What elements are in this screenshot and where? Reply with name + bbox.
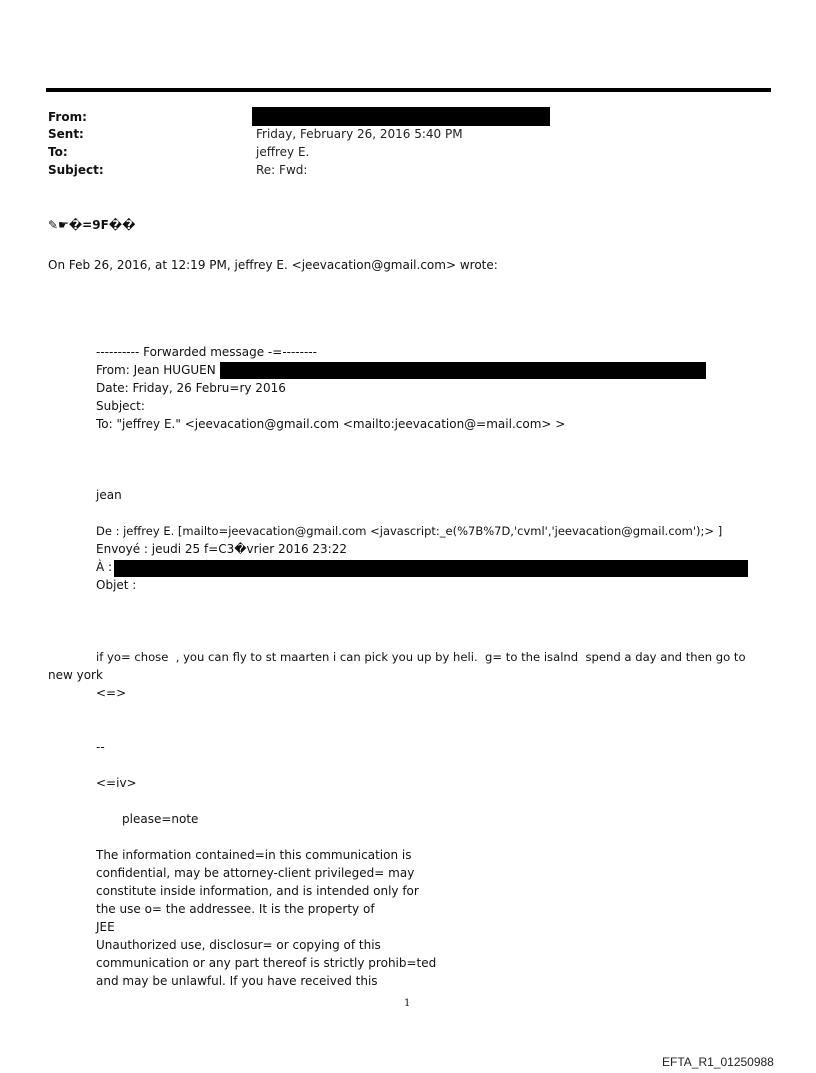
redaction-forwarded-from (220, 362, 706, 379)
forwarded-to: To: "jeffrey E." <jeevacation@gmail.com <mailto:jeevacation@=mail.com> > (96, 417, 566, 431)
forwarded-separator: ---------- Forwarded message -=-------- (96, 345, 317, 359)
subject-label: Subject: (48, 163, 104, 177)
forwarded-from: From: Jean HUGUEN (96, 363, 216, 377)
tag-line-2: <=iv> (96, 776, 137, 790)
sent-label: Sent: (48, 127, 84, 141)
disclaimer-line: Unauthorized use, disclosur= or copying of this (96, 938, 381, 952)
disclaimer-line: JEE (96, 920, 115, 934)
please-note: please=note (122, 812, 199, 826)
disclaimer-line: communication or any part thereof is strictly prohib=ted (96, 956, 437, 970)
disclaimer-line: confidential, may be attorney-client privileged= may (96, 866, 415, 880)
to-label: To: (48, 145, 68, 159)
objet-line: Objet : (96, 578, 137, 592)
redaction-a (114, 560, 748, 577)
subject-value: Re: Fwd: (256, 163, 308, 177)
to-value: jeffrey E. (256, 145, 310, 159)
forwarded-subject: Subject: (96, 399, 145, 413)
disclaimer-line: constitute inside information, and is intended only for (96, 884, 419, 898)
dashes-line: -- (96, 740, 105, 754)
forwarded-date: Date: Friday, 26 Febru=ry 2016 (96, 381, 286, 395)
disclaimer-line: The information contained=in this communication is (96, 848, 412, 862)
signoff-jean: jean (96, 488, 122, 502)
from-label: From: (48, 110, 87, 124)
page-number: 1 (404, 998, 411, 1009)
de-line: De : jeffrey E. [mailto=jeevacation@gmail.com <javascript:_e(%7B%7D,'cvml','jeevacation@gmail.com');> ] (96, 524, 723, 538)
tag-line-1: <=> (96, 686, 127, 700)
redaction-from (252, 107, 550, 126)
sent-value: Friday, February 26, 2016 5:40 PM (256, 127, 463, 141)
envoye-line: Envoyé : jeudi 25 f=C3�vrier 2016 23:22 (96, 542, 347, 556)
a-line: À : (96, 560, 113, 574)
garbled-text: ✎☛�=9F�� (48, 218, 136, 232)
header-rule (46, 88, 771, 92)
disclaimer-line: and may be unlawful. If you have received this (96, 974, 378, 988)
intro-line: On Feb 26, 2016, at 12:19 PM, jeffrey E. <jeevacation@gmail.com> wrote: (48, 258, 498, 272)
message-line-1: if yo= chose , you can fly to st maarten i can pick you up by heli. g= to the isalnd spend a day and then go to (96, 650, 746, 664)
disclaimer-line: the use o= the addressee. It is the property of (96, 902, 375, 916)
message-line-2: new york (48, 668, 103, 682)
bates-number: EFTA_R1_01250988 (662, 1055, 774, 1069)
